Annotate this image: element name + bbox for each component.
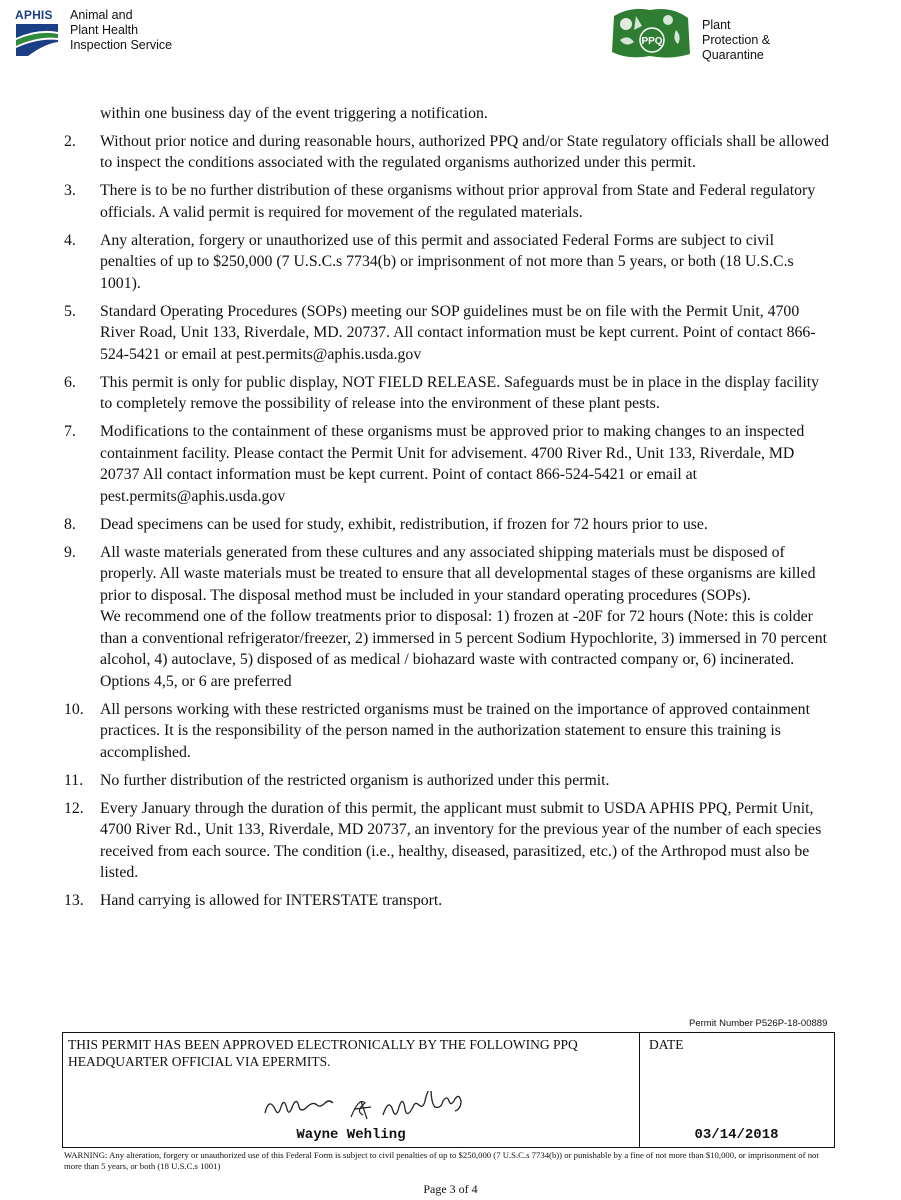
permit-number: Permit Number P526P-18-00889: [689, 1018, 828, 1029]
condition-text: Dead specimens can be used for study, exhibit, redistribution, if frozen for 72 hours prior to use.: [100, 515, 708, 533]
condition-item: [64, 514, 834, 536]
condition-number: 7.: [64, 423, 76, 440]
aphis-logo-text: APHIS: [15, 8, 53, 22]
condition-number: 3.: [64, 182, 76, 199]
agency-name: [70, 8, 172, 53]
agency-line: Animal and: [70, 8, 133, 22]
program-line: Plant: [702, 18, 731, 32]
handwritten-signature: [259, 1091, 509, 1125]
condition-item: [64, 230, 834, 295]
warning-notice: WARNING: Any alteration, forgery or unauthorized use of this Federal Form is subject to civil penalties of up to $250,000 (7 U.S.C.s 7734(b)) or punishable by a fine of not more than $10,000, or imprisonment of not more than 5 years, or both (18 U.S.C.s 1001): [64, 1150, 819, 1171]
condition-item: [64, 770, 834, 792]
permit-conditions: [64, 103, 834, 918]
condition-item: [64, 301, 834, 366]
program-line: Quarantine: [702, 48, 764, 62]
ppq-header: [610, 6, 770, 63]
approval-statement: THIS PERMIT HAS BEEN APPROVED ELECTRONICALLY BY THE FOLLOWING PPQ HEADQUARTER OFFICIAL VIA EPERMITS.: [68, 1037, 578, 1069]
condition-number: 5.: [64, 302, 76, 320]
condition-item: [64, 180, 834, 223]
condition-continuation: within one business day of the event triggering a notification.: [100, 105, 488, 122]
condition-text: Any alteration, forgery or unauthorized use of this permit and associated Federal Forms are subject to civil penalties of up to $250,000 (7 U.S.C.s 7734(b) or imprisonment of not more than 5 years, or both (18 U.S.C.s 1001).: [100, 231, 794, 292]
condition-text: Hand carrying is allowed for INTERSTATE transport.: [100, 892, 443, 909]
condition-number: 4.: [64, 231, 76, 249]
condition-item: [64, 699, 834, 764]
condition-text: We recommend one of the follow treatments prior to disposal: 1) frozen at -20F for 72 hours (Note: this is colder than a conventional refrigerator/freezer, 2) immersed in 5 percent Sodium Hypochlorite, 3) immersed in 70 percent alcohol, 4) autoclave, 5) disposed of as medical / biohazard waste with contracted company or, 6) incinerated. Options 4,5, or 6 are preferred: [100, 608, 828, 690]
aphis-swoosh-icon: [14, 22, 62, 56]
aphis-logo: [14, 8, 64, 58]
ppq-logo-text: PPQ: [641, 36, 663, 47]
condition-number: 2.: [64, 132, 76, 150]
agency-line: Plant Health: [70, 23, 139, 37]
condition-item: [64, 421, 834, 507]
condition-number: 12.: [64, 799, 84, 817]
condition-text: Standard Operating Procedures (SOPs) meeting our SOP guidelines must be on file with the Permit Unit, 4700 River Road, Unit 133, Riverdale, MD. 20737. All contact information must be kept current. Point of contact 866-524-5421 or email at pest.permits@aphis.usda.gov: [100, 302, 816, 363]
condition-number: 10.: [64, 700, 84, 718]
program-line: Protection &: [702, 33, 771, 47]
program-name: [702, 18, 770, 63]
condition-item: [64, 890, 834, 912]
aphis-header: [14, 8, 172, 58]
condition-item: [64, 798, 834, 884]
approval-cell: [63, 1033, 640, 1147]
condition-item: [64, 542, 834, 693]
condition-text: Every January through the duration of this permit, the applicant must submit to USDA APHIS PPQ, Permit Unit, 4700 River Rd., Unit 133, Riverdale, MD 20737, an inventory for the previous year of the number of each species received from each source. The condition (i.e., healthy, diseased, parasitized, etc.) of the Arthropod must also be listed.: [100, 799, 822, 881]
approval-box: [62, 1032, 835, 1148]
condition-text: All persons working with these restricted organisms must be trained on the importance of approved containment practices. It is the responsibility of the person named in the authorization statement to ensure this training is accomplished.: [100, 700, 810, 761]
agency-line: Inspection Service: [70, 38, 173, 52]
condition-text: No further distribution of the restricted organism is authorized under this permit.: [100, 771, 610, 789]
condition-number: 6.: [64, 373, 76, 391]
date-label: DATE: [649, 1037, 684, 1052]
condition-text: All waste materials generated from these cultures and any associated shipping materials must be disposed of properly. All waste materials must be treated to ensure that all developmental stages of these organisms are killed prior to disposal. The disposal method must be included in your standard operating procedures (SOPs).: [100, 543, 816, 604]
condition-number: 13.: [64, 892, 84, 909]
condition-item: [64, 131, 834, 174]
condition-item: [64, 372, 834, 415]
ppq-logo: [610, 6, 692, 60]
approval-date: 03/14/2018: [694, 1127, 779, 1143]
condition-number: 9.: [64, 543, 76, 561]
condition-number: 8.: [64, 515, 76, 533]
condition-text: This permit is only for public display, NOT FIELD RELEASE. Safeguards must be in place in the display facility to completely remove the possibility of release into the environment of these plant pests.: [100, 373, 820, 412]
condition-text: Without prior notice and during reasonable hours, authorized PPQ and/or State regulatory officials shall be allowed to inspect the conditions associated with the regulated organisms authorized under this permit.: [100, 132, 830, 171]
signer-name: Wayne Wehling: [296, 1127, 406, 1143]
condition-text: There is to be no further distribution of these organisms without prior approval from State and Federal regulatory officials. A valid permit is required for movement of the regulated materials.: [100, 182, 816, 221]
condition-number: 11.: [64, 771, 84, 789]
page-number: Page 3 of 4: [423, 1182, 478, 1196]
condition-text: Modifications to the containment of these organisms must be approved prior to making changes to an inspected containment facility. Please contact the Permit Unit for advisement. 4700 River Rd., Unit 133, Riverdale, MD 20737 All contact information must be kept current. Point of contact 866-524-5421 or email at pest.permits@aphis.usda.gov: [100, 423, 805, 505]
